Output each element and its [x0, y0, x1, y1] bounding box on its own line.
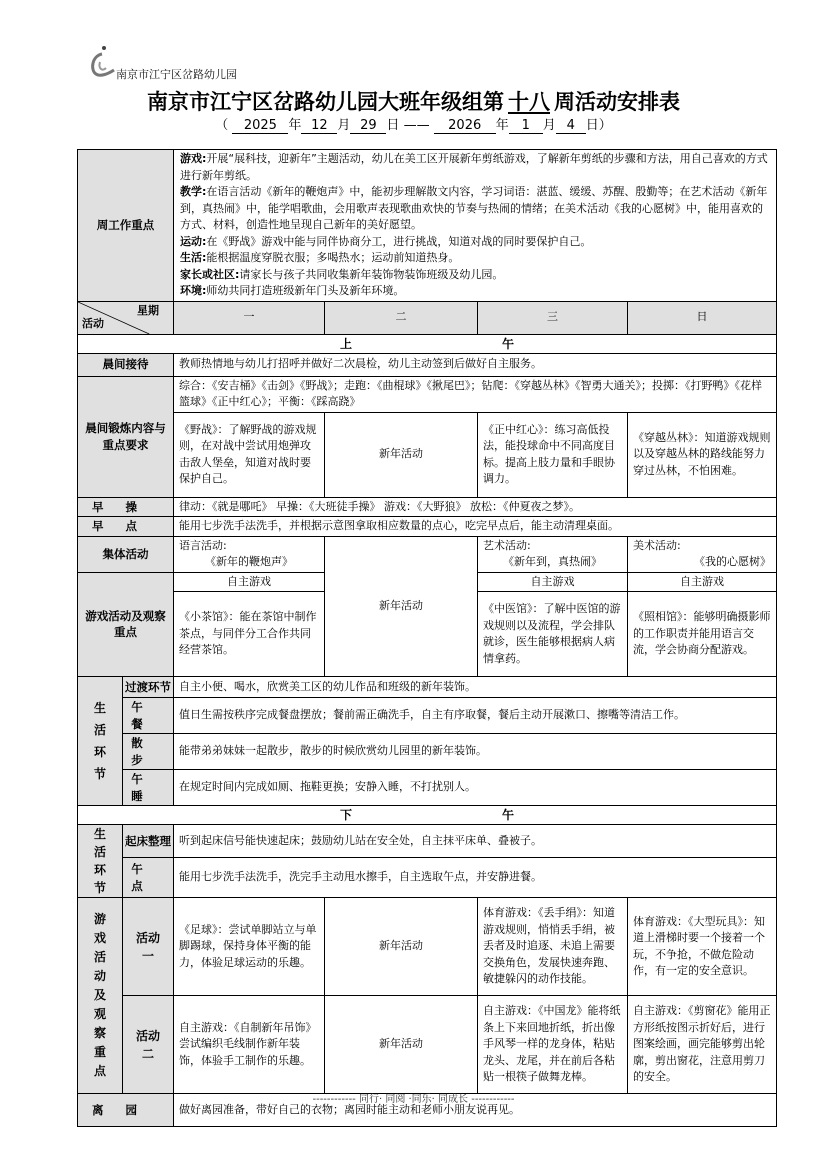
activity-one-tue: 新年活动: [325, 898, 478, 996]
activity-one-sun: 体育游戏：《大型玩具》：知道上滑梯时要一个接着一个玩，不争抢，不做危险动作，有一定的安全意识。: [628, 898, 777, 996]
activity-one-wed: 体育游戏：《丢手绢》：知道游戏规则，悄悄丢手绢，被丢者及时追逐、未追上需要交换角色，发展快速奔跑、敏捷躲闪的动作技能。: [478, 898, 628, 996]
life-row-transition: [78, 677, 777, 698]
life-row-nap: [78, 770, 777, 806]
afternoon-games-label: 游戏活动及观察重点: [78, 898, 123, 1094]
game-head-wed: 自主游戏: [478, 572, 628, 592]
date-dash: ——: [403, 118, 430, 133]
group-activity-wed: 艺术活动: 《新年到，真热闹》: [478, 536, 628, 572]
group-activity-sun: 美术活动: 《我的心愿树》: [628, 536, 777, 572]
game-head-mon: 自主游戏: [174, 572, 325, 592]
activity-two-sun: 自主游戏：《剪窗花》能用正方形纸按图示折好后，进行图案绘画，画完能够剪出轮廓，剪出窗花，注意用剪刀的安全。: [628, 996, 777, 1094]
game-sun: 《照相馆》：能够明确摄影师的工作职责并能用语言交流，学会协商分配游戏。: [628, 592, 777, 677]
morning-exercise-days-row: [78, 412, 777, 497]
life-item-text: 能用七步洗手法洗手，洗完手主动甩水擦手，自主选取午点，并安静进餐。: [174, 858, 777, 898]
title-prefix: 南京市江宁区岔路幼儿园大班年级组第: [147, 89, 504, 114]
leave-label: 离园: [78, 1094, 174, 1127]
focus-item-sport: 运动:在《野战》游戏中能与同伴协商分工，进行挑战，知道对战的同时要保护自己。: [180, 234, 592, 248]
group-and-game-tue: 新年活动: [325, 536, 478, 677]
morning-exercise-summary-row: [78, 376, 777, 412]
week-number: 十八: [508, 89, 550, 114]
group-activity-row: [78, 536, 777, 572]
start-year: 2025: [232, 119, 288, 134]
month-char: 月: [337, 118, 351, 133]
breakfast-text: 能用七步洗手法洗手，并根据示意图拿取相应数量的点心，吃完早点后，能主动清理桌面。: [174, 517, 777, 537]
focus-item-environment: 环境:师幼共同打造班级新年门头及新年环境。: [180, 284, 405, 297]
logo-mark-icon: [88, 44, 118, 80]
end-day: 4: [556, 119, 586, 134]
start-month: 12: [301, 119, 337, 134]
date-close-paren: ）: [598, 118, 612, 133]
activity-two-label: 活动二: [123, 996, 174, 1094]
afternoon-life-row-wakeup: [78, 825, 777, 858]
activity-one-label: 活动一: [123, 898, 174, 996]
day-header-mon: 一: [174, 301, 325, 334]
corner-weekday-label: 星期: [137, 303, 159, 317]
morning-drill-label: 早操: [78, 497, 174, 517]
morning-reception-row: [78, 353, 777, 376]
leave-text: 做好离园准备，带好自己的衣物；离园时能主动和老师小朋友说再见。: [174, 1094, 777, 1127]
focus-item-game: 游戏:开展“展科技，迎新年”主题活动，幼儿在美工区开展新年剪纸游戏，了解新年剪纸的步骤和方法，用自己喜欢的方式进行新年剪纸。: [180, 152, 768, 182]
life-item-text: 值日生需按秩序完成餐盘摆放；餐前需正确洗手，自主有序取餐，餐后主动开展漱口、擦嘴等清洁工作。: [174, 698, 777, 734]
focus-item-teaching: 教学:在语言活动《新年的鞭炮声》中，能初步理解散文内容，学习词语：湛蓝、缓缓、苏醒、殷勤等；在艺术活动《新年到，真热闹》中，能学唱歌曲，会用歌声表现歌曲欢快的节奏与热闹的情绪；在美术活动《我的心愿树》中，能用喜欢的方式、材料，创造性地呈现自己新年的美好愿望。: [180, 185, 768, 231]
exercise-label: 晨间锻炼内容与重点要求: [78, 376, 174, 497]
exercise-tue: 新年活动: [325, 412, 478, 497]
life-item-text: 听到起床信号能快速起床；鼓励幼儿站在安全处，自主抹平床单、叠被子。: [174, 825, 777, 858]
exercise-wed: 《正中红心》：练习高低投法，能投球命中不同高度目标。提高上肢力量和手眼协调力。: [478, 412, 628, 497]
day-char: 日: [585, 118, 599, 133]
month-char: 月: [542, 118, 556, 133]
breakfast-row: [78, 517, 777, 537]
focus-item-family: 家长或社区:请家长与孩子共同收集新年装饰物装饰班级及幼儿园。: [180, 267, 504, 281]
afternoon-activity-one-row: [78, 898, 777, 996]
weekly-focus-label: 周工作重点: [78, 150, 174, 302]
end-month: 1: [509, 119, 543, 134]
date-open-paren: （: [215, 118, 229, 133]
activity-two-wed: 自主游戏：《中国龙》能将纸条上下来回地折纸，折出像手风琴一样的龙身体，粘贴龙头、龙尾，并在前后各粘贴一根筷子做舞龙棒。: [478, 996, 628, 1094]
end-year: 2026: [434, 119, 496, 134]
day-char: 日: [386, 118, 400, 133]
reception-label: 晨间接待: [78, 353, 174, 376]
life-item-text: 在规定时间内完成如厕、拖鞋更换；安静入睡，不打扰别人。: [174, 770, 777, 806]
reception-text: 教师热情地与幼儿打招呼并做好二次晨检，幼儿主动签到后做好自主服务。: [174, 353, 777, 376]
exercise-mon: 《野战》：了解野战的游戏规则，在对战中尝试用炮弹攻击敌人堡垒，知道对战时要保护自己。: [174, 412, 325, 497]
title-suffix: 周活动安排表: [554, 89, 680, 114]
morning-drill-row: [78, 497, 777, 517]
school-logo: [88, 44, 288, 80]
life-label-morning: 生活环节: [78, 677, 123, 806]
morning-section-row: [78, 334, 777, 353]
life-label-afternoon: 生活环节: [78, 825, 123, 898]
corner-activity-label: 活动: [82, 317, 104, 330]
game-wed: 《中医馆》：了解中医馆的游戏规则以及流程，学会排队就诊，医生能够根据病人病情拿药。: [478, 592, 628, 677]
footer-motto: ------------ 同行· 同阅 ·同乐· 同成长 ------------: [312, 1094, 515, 1105]
life-item-text: 能带弟弟妹妹一起散步，散步的时候欣赏幼儿园里的新年装饰。: [174, 734, 777, 770]
morning-drill-text: 律动：《就是哪吒》 早操：《大班徒手操》 游戏：《大野狼》 放松：《仲夏夜之梦》。: [174, 497, 777, 517]
group-activity-label: 集体活动: [78, 536, 174, 572]
afternoon-section-row: [78, 806, 777, 825]
focus-item-life: 生活:能根据温度穿脱衣服；多喝热水；运动前知道热身。: [180, 251, 460, 264]
life-item-label: 午点: [123, 858, 174, 898]
exercise-sun: 《穿越丛林》：知道游戏规则以及穿越丛林的路线能努力穿过丛林，不怕困难。: [628, 412, 777, 497]
date-range: [0, 114, 827, 134]
breakfast-label: 早点: [78, 517, 174, 537]
life-item-label: 起床整理: [123, 825, 174, 858]
activity-two-mon: 自主游戏：《自制新年吊饰》尝试编织毛线制作新年装饰，体验手工制作的乐趣。: [174, 996, 325, 1094]
logo-text: 南京市江宁区岔路幼儿园: [116, 68, 237, 81]
afternoon-activity-two-row: [78, 996, 777, 1094]
group-activity-mon: 语言活动: 《新年的鞭炮声》: [174, 536, 325, 572]
game-activity-label: 游戏活动及观察重点: [78, 572, 174, 677]
life-item-label: 午餐: [123, 698, 174, 734]
day-header-tue: 二: [325, 301, 478, 334]
year-char: 年: [495, 118, 509, 133]
life-item-text: 自主小便、喝水，欣赏美工区的幼儿作品和班级的新年装饰。: [174, 677, 777, 698]
game-mon: 《小茶馆》：能在茶馆中制作茶点，与同伴分工合作共同经营茶馆。: [174, 592, 325, 677]
weekday-header-row: [78, 301, 777, 334]
start-day: 29: [350, 119, 386, 134]
year-char: 年: [288, 118, 302, 133]
weekly-focus-content: [174, 150, 777, 302]
life-row-lunch: [78, 698, 777, 734]
morning-section-label: 上 午: [78, 334, 777, 353]
day-header-sun: 日: [628, 301, 777, 334]
weekly-focus-row: [78, 150, 777, 302]
schedule-table: [77, 149, 777, 1127]
life-item-label: 散步: [123, 734, 174, 770]
life-item-label: 午睡: [123, 770, 174, 806]
corner-header-cell: [78, 301, 174, 334]
afternoon-life-row-snack: [78, 858, 777, 898]
page-title: [0, 86, 827, 116]
activity-one-mon: 《足球》：尝试单脚站立与单脚踢球，保持身体平衡的能力，体验足球运动的乐趣。: [174, 898, 325, 996]
afternoon-section-label: 下 午: [78, 806, 777, 825]
exercise-summary: 综合：《安吉桶》《击剑》《野战》；走跑：《曲棍球》《揪尾巴》；钻爬：《穿越丛林》《智勇大通关》；投掷：《打野鸭》《花样篮球》《正中红心》；平衡：《踩高跷》: [174, 376, 777, 412]
life-row-walk: [78, 734, 777, 770]
life-item-label: 过渡环节: [123, 677, 174, 698]
game-head-sun: 自主游戏: [628, 572, 777, 592]
day-header-wed: 三: [478, 301, 628, 334]
activity-two-tue: 新年活动: [325, 996, 478, 1094]
